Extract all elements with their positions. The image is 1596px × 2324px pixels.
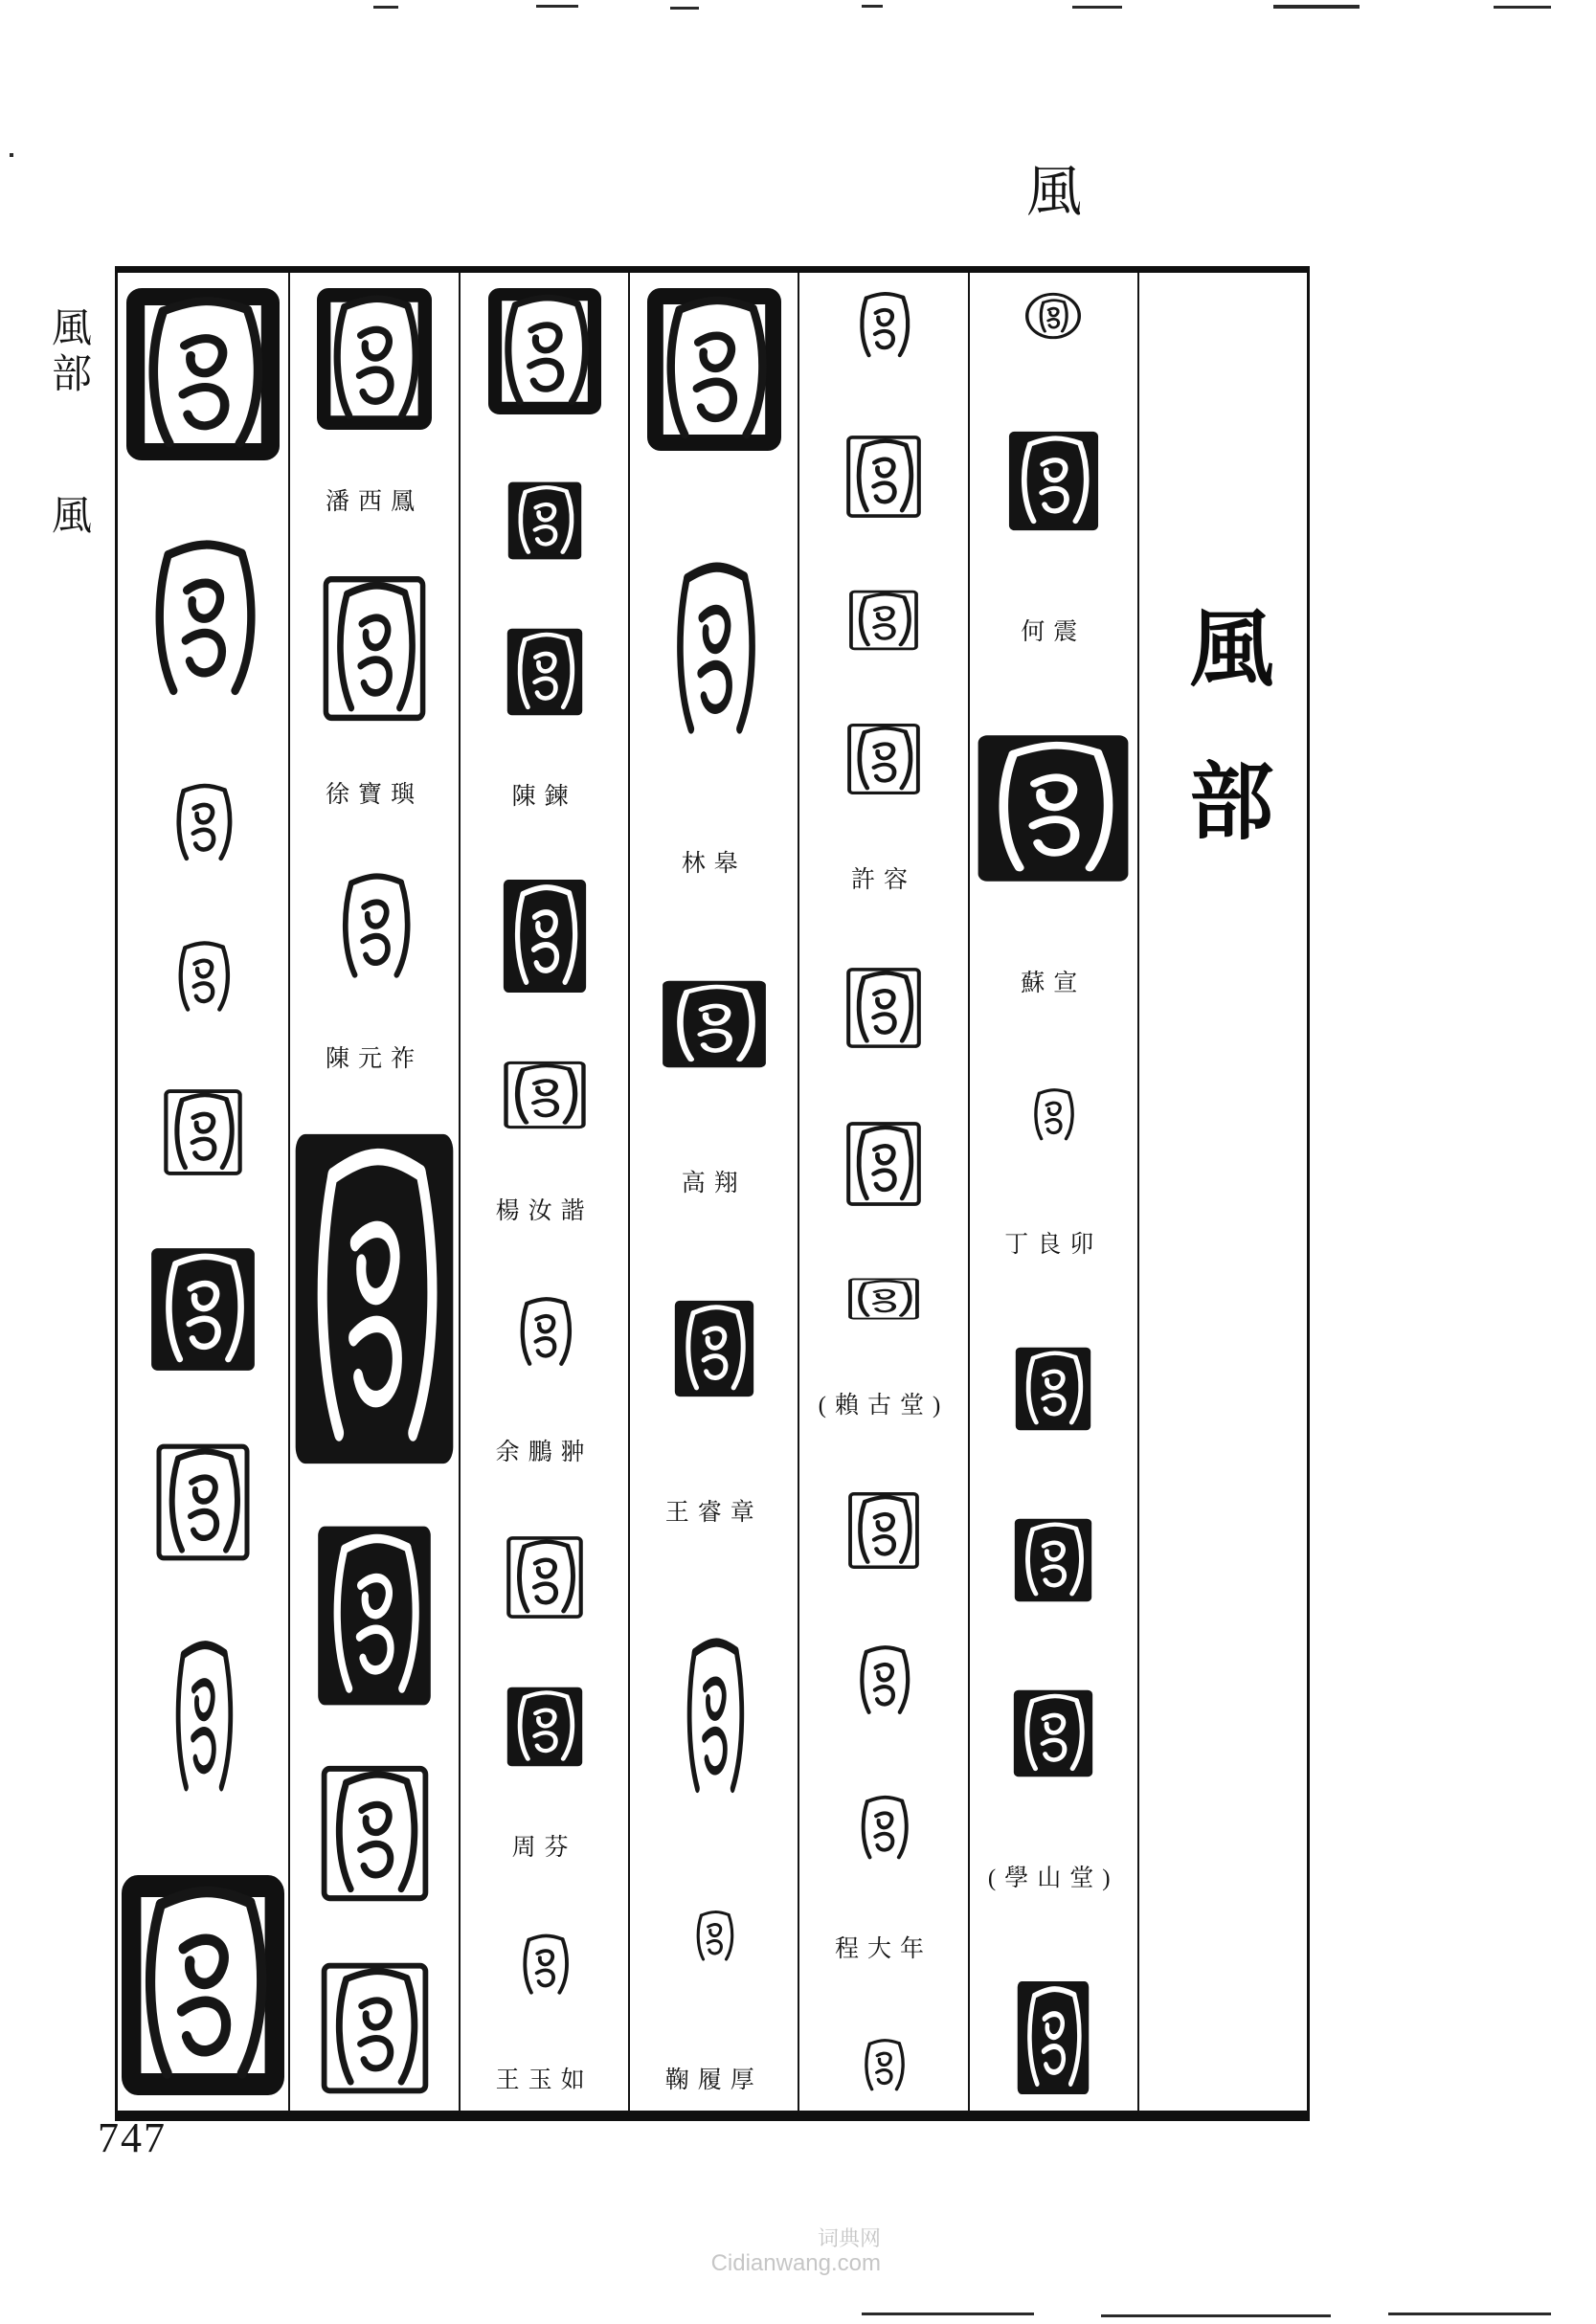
attribution-label: (賴古堂) bbox=[818, 1392, 950, 1419]
attribution-label: 陳鍊 bbox=[511, 783, 577, 810]
seal-impression-solid bbox=[1014, 1518, 1092, 1602]
seal-impression-heavy bbox=[122, 1875, 284, 2095]
attribution-label: 潘西鳳 bbox=[325, 488, 423, 515]
seal-impression-solid bbox=[1008, 431, 1099, 531]
seal-impression-plain bbox=[169, 937, 237, 1017]
seal-impression-outline bbox=[847, 1491, 920, 1570]
seal-impression-outline bbox=[155, 1442, 251, 1562]
column-7 bbox=[1139, 273, 1307, 2111]
attribution-label: 何震 bbox=[1021, 618, 1087, 645]
seal-impression-solid bbox=[1013, 1689, 1093, 1777]
column-6 bbox=[970, 273, 1139, 2111]
seal-impression-plain bbox=[329, 867, 420, 987]
scan-artifact bbox=[1494, 6, 1551, 9]
column-3 bbox=[461, 273, 630, 2111]
column-5 bbox=[799, 273, 969, 2111]
seal-impression-outline bbox=[845, 967, 922, 1049]
attribution-label: 徐寶璵 bbox=[325, 781, 423, 808]
seal-impression-outline bbox=[322, 574, 427, 723]
seal-impression-solid bbox=[503, 879, 587, 994]
attribution-label: 蘇宣 bbox=[1021, 970, 1087, 996]
seal-impression-outline bbox=[848, 590, 919, 651]
attribution-label: 王睿章 bbox=[664, 1500, 763, 1526]
seal-impression-outline bbox=[503, 1061, 587, 1129]
scan-artifact bbox=[373, 6, 398, 9]
attribution-label: 楊汝諧 bbox=[495, 1197, 594, 1224]
attribution-label: 丁良卯 bbox=[1004, 1232, 1103, 1259]
seal-impression-heavy bbox=[126, 288, 280, 460]
column-4 bbox=[630, 273, 799, 2111]
running-head-character: 風 bbox=[1026, 161, 1083, 223]
scan-artifact bbox=[670, 7, 699, 10]
watermark bbox=[670, 2226, 881, 2277]
attribution-label: 林皋 bbox=[681, 851, 747, 877]
attribution-label: 余鵬翀 bbox=[495, 1440, 594, 1466]
seal-impression-heavy bbox=[488, 288, 601, 414]
seal-impression-solid bbox=[674, 1300, 754, 1397]
seal-impression-plain bbox=[852, 1792, 915, 1865]
attribution-label: 周芬 bbox=[511, 1835, 577, 1862]
scan-artifact bbox=[862, 2313, 1034, 2315]
column-2 bbox=[290, 273, 461, 2111]
attribution-label: 鞠履厚 bbox=[664, 2067, 763, 2093]
seal-impression-outline bbox=[847, 1278, 920, 1320]
scan-artifact bbox=[862, 5, 883, 8]
seal-impression-plain bbox=[166, 779, 240, 867]
seal-impression-plain bbox=[857, 2036, 910, 2095]
seal-impression-plain bbox=[1026, 1085, 1080, 1145]
seal-impression-heavy bbox=[317, 288, 432, 430]
seal-impression-outline bbox=[846, 723, 921, 795]
seal-impression-solid bbox=[294, 1131, 455, 1466]
attribution-label: 陳元祚 bbox=[325, 1045, 423, 1072]
seal-grid bbox=[115, 266, 1310, 2121]
seal-impression-plain bbox=[514, 1931, 575, 2000]
section-title: 風部 bbox=[1177, 604, 1270, 910]
seal-impression-solid bbox=[507, 481, 582, 560]
seal-impression-outline bbox=[320, 1961, 430, 2095]
attribution-label: 王玉如 bbox=[495, 2067, 594, 2093]
seal-impression-solid bbox=[506, 1687, 583, 1767]
watermark-site-name: 词典网 bbox=[817, 2226, 881, 2250]
seal-impression-solid bbox=[977, 734, 1130, 883]
scan-artifact bbox=[10, 153, 13, 157]
attribution-label: 許容 bbox=[851, 867, 917, 894]
seal-impression-plain bbox=[136, 531, 270, 708]
seal-impression-solid bbox=[1015, 1347, 1091, 1431]
seal-impression-solid bbox=[506, 628, 583, 716]
seal-impression-plain bbox=[850, 288, 917, 363]
seal-impression-solid bbox=[662, 980, 767, 1068]
seal-impression-outline bbox=[320, 1764, 430, 1903]
seal-impression-plain bbox=[850, 1642, 917, 1720]
scan-artifact bbox=[536, 5, 578, 8]
attribution-label: 高翔 bbox=[681, 1171, 747, 1196]
attribution-label: (學山堂) bbox=[987, 1866, 1119, 1892]
seal-impression-outline bbox=[845, 1121, 922, 1207]
attribution-label: 程大年 bbox=[835, 1936, 933, 1963]
scan-artifact bbox=[1101, 2314, 1331, 2317]
seal-impression-solid bbox=[1017, 1980, 1090, 2095]
seal-impression-solid bbox=[317, 1525, 432, 1707]
scan-artifact bbox=[1072, 6, 1122, 9]
seal-impression-heavy bbox=[647, 288, 781, 451]
scan-artifact bbox=[1388, 2313, 1551, 2315]
left-margin-radical: 風部 bbox=[46, 306, 90, 398]
seal-impression-plain bbox=[165, 1632, 241, 1804]
scan-artifact bbox=[1273, 5, 1360, 9]
left-margin-character: 風 bbox=[46, 494, 90, 540]
seal-impression-solid bbox=[150, 1247, 256, 1372]
watermark-site-url: Cidianwang.com bbox=[710, 2250, 881, 2277]
seal-impression-plain bbox=[676, 1629, 753, 1806]
seal-impression-plain bbox=[662, 552, 767, 749]
left-margin-labels bbox=[48, 306, 88, 540]
seal-impression-outline bbox=[506, 1535, 584, 1620]
page-number: 747 bbox=[98, 2114, 167, 2161]
seal-impression-plain bbox=[510, 1293, 579, 1372]
seal-impression-plain bbox=[689, 1908, 739, 1965]
seal-impression-outline bbox=[163, 1088, 243, 1176]
seal-impression-circle bbox=[1025, 288, 1081, 344]
seal-impression-outline bbox=[845, 435, 922, 519]
column-1 bbox=[118, 273, 290, 2111]
